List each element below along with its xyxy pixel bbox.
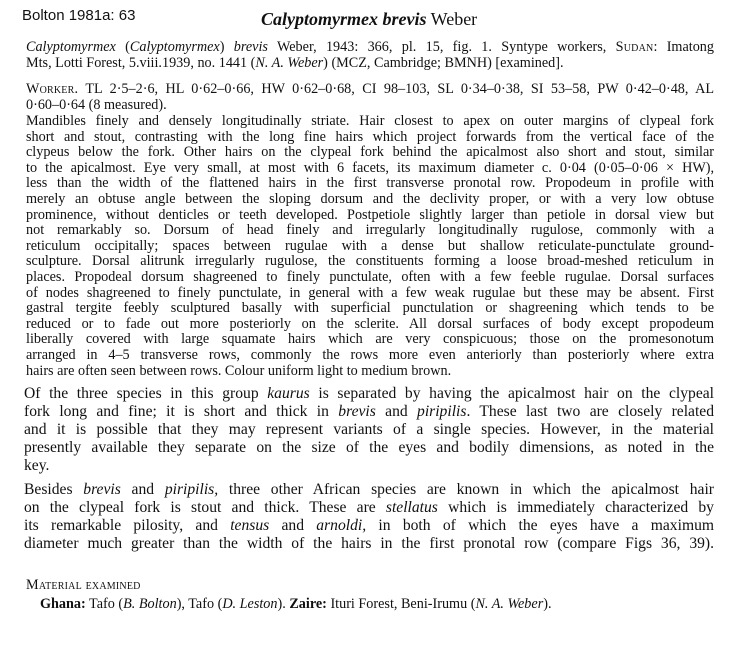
text-line: Besides brevis and piripilis, three other African species are known in which the apicalmost hair [24,481,714,498]
worker-measurements [26,82,714,113]
text-line: reticulum occipitally; spaces between rugulae with a dense but shallow reticulate-punctulate ground- [26,237,714,254]
text-line: diameter much greater than the width of the hairs in the first pronotal row (compare Figs 36, 39). [24,535,714,552]
material-heading [26,578,714,594]
text-line: not remarkably so. Dorsum of head finely and irregularly longitudinally rugulose, commonly with a [26,222,714,239]
species-title [261,9,477,30]
worker-description [26,114,714,379]
text-line: key. [24,457,50,474]
text-line: to the apicalmost. Eye very small, at most with 6 facets, its maximum diameter c. 0·04 (0·05–0·06 × HW), [26,159,714,176]
text-line: and it is possible that they may represent variants of a single species. However, in the material [24,421,714,438]
text-line: 0·60–0·64 (8 measured). [26,96,167,113]
text-line: liberally covered with large squamate hairs which are very conspicuous; those on the promesonotum [26,331,714,348]
text-line: Worker. TL 2·5–2·6, HL 0·62–0·66, HW 0·62–0·68, CI 98–103, SL 0·34–0·38, SI 53–58, PW 0·42–0·48, AL [26,81,714,97]
text-line: Calyptomyrmex (Calyptomyrmex) brevis Weber, 1943: 366, pl. 15, fig. 1. Syntype workers, Sudan: Imatong [26,39,714,55]
text-line: clypeus below the fork. Other hairs on the clypeal fork behind the apicalmost also short and stout, similar [26,144,714,161]
source-reference: Bolton 1981a: 63 [22,7,136,24]
text-line: Mts, Lotti Forest, 5.viii.1939, no. 1441 (N. A. Weber) (MCZ, Cambridge; BMNH) [examined]. [26,54,564,71]
text-line: its remarkable pilosity, and tensus and arnoldi, in both of which the eyes have a maximum [24,517,714,534]
text-line: sculpture. Dorsal alitrunk irregularly rugulose, the constituents forming a loose broad-meshed reticulum in [26,253,714,270]
material-line: Ghana: Tafo (B. Bolton), Tafo (D. Leston). Zaire: Ituri Forest, Beni-Irumu (N. A. Weber). [40,596,552,612]
text-line: less than the width of the flattened hairs in the first transverse pronotal row. Propodeum in profile with [26,175,714,192]
text-line: of nodes shagreened to finely punctulate, in general with a few weak rugulae but these may be absent. First [26,284,714,301]
text-line: prominence, without denticles or teeth developed. Postpetiole slightly larger than petiole in dorsal view but [26,206,714,223]
text-line: arranged in 4–5 transverse rows, commonly the rows more even anteriorly than posteriorly where extra [26,346,714,363]
text-line: on the clypeal fork is stout and thick. These are stellatus which is immediately characterized by [24,499,714,516]
text-line: hairs are often seen between rows. Colour uniform light to medium brown. [26,362,452,379]
text-line: reduced or to fade out more posteriorly on the sclerite. All dorsal surfaces of body except propodeum [26,315,714,332]
text-line: Mandibles finely and densely longitudinally striate. Hair closest to apex on outer margins of clypeal fork [26,113,714,129]
text-line: fork long and fine; it is short and thick in brevis and piripilis. These last two are closely related [24,403,715,420]
discussion-paragraph-1 [24,385,714,475]
species-name: Calyptomyrmex brevis [261,9,427,29]
text-line: Of the three species in this group kaurus is separated by having the apicalmost hair on the clypeal [24,385,714,402]
species-author: Weber [426,9,478,29]
material-heading-text: Material examined [26,577,141,593]
citation-paragraph [26,40,714,71]
discussion-paragraph-2 [24,481,714,553]
text-line: merely an obtuse angle between the sloping dorsum and the declivity proper, or with a very low obtuse [26,190,714,207]
text-line: gastral tergite feebly sculptured basally with superficial punctulation or shagreening which tends to be [26,300,714,317]
text-line: presently available they separate on the size of the eyes and bodily dimensions, as noted in the [24,439,714,456]
text-line: short and stout, contrasting with the long fine hairs which project forwards from the vertical face of the [26,128,714,145]
text-line: places. Propodeal dorsum shagreened to finely punctulate, often with a few feeble rugulae. Dorsal surfaces [26,268,714,285]
